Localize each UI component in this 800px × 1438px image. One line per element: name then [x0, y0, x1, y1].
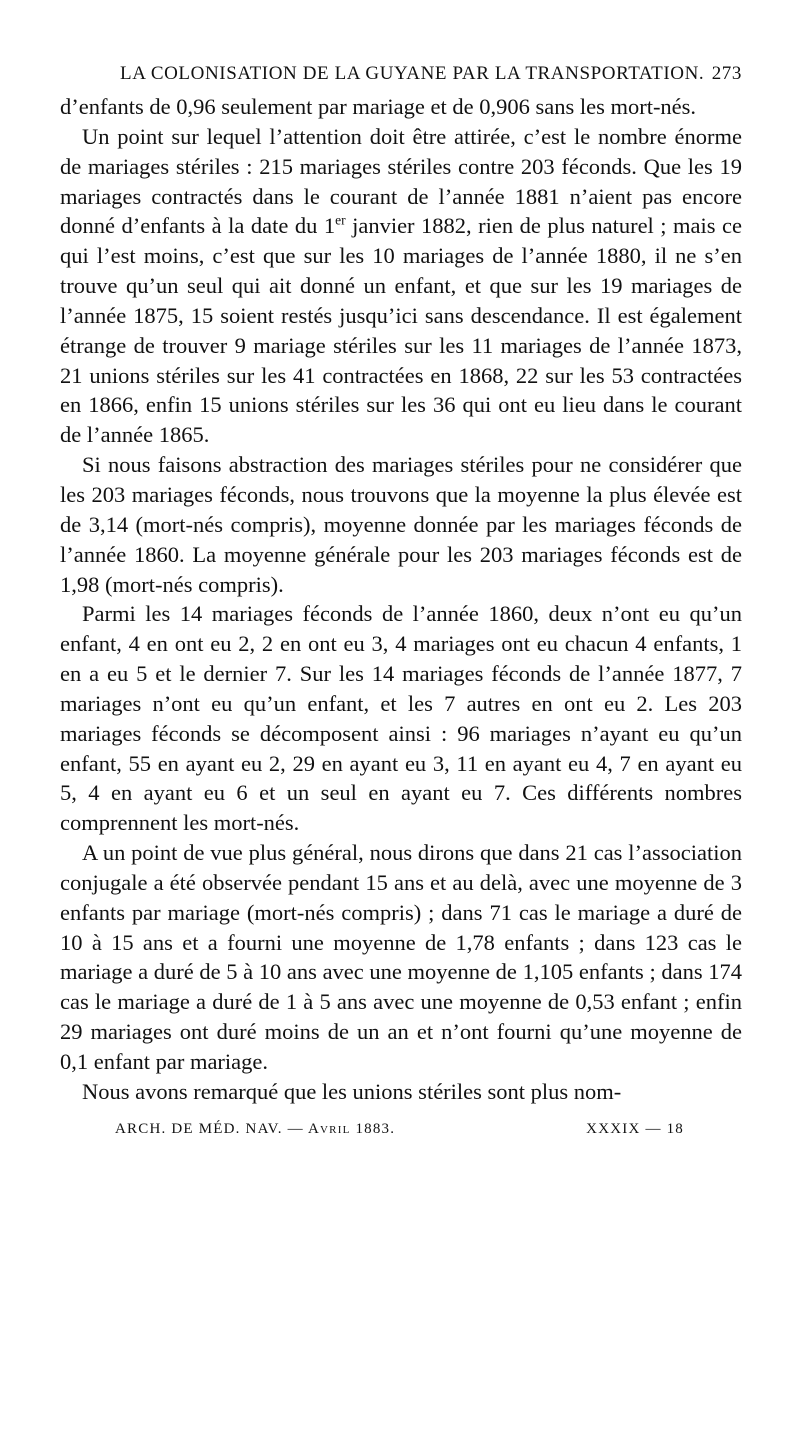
paragraph-text: A un point de vue plus général, nous dirons que dans 21 cas l’association conjugale a été observée pendant 15 ans et au delà, avec une moyenne de 3 enfants par mariage (mort-nés compris) ; dans 71 cas le mariage a duré de 10 à 15 ans et a fourni une moyenne de 1,78 enfants ; dans 123 cas le mariage a duré de 5 à 10 ans avec une moyenne de 1,105 enfants ; dans 174 cas le mariage a duré de 1 à 5 ans avec une moyenne de 0,53 enfant ; enfin 29 mariages ont duré moins de un an et n’ont fourni qu’une moyenne de 0,1 enfant par mariage. — [60, 840, 742, 1074]
paragraph-text: janvier 1882, rien de plus naturel ; mais ce qui l’est moins, c’est que sur les 10 mariages de l’année 1880, il ne s’en trouve qu’un seul qui ait donné un enfant, et que sur les 19 mariages de l’année 1875, 15 soient restés jusqu’ici sans descendance. Il est également étrange de trouver 9 mariage stériles sur les 11 mariages de l’année 1873, 21 unions stériles sur les 41 contractées en 1868, 22 sur les 53 contractées en 1866, enfin 15 unions stériles sur les 36 qui ont eu lieu dans le courant de l’année 1865. — [60, 213, 742, 448]
page-number: 273 — [711, 63, 742, 84]
paragraph — [60, 1077, 742, 1107]
paragraph-text: Parmi les 14 mariages féconds de l’année 1860, deux n’ont eu qu’un enfant, 4 en ont eu 2, 2 en ont eu 3, 4 mariages ont eu chacun 4 enfants, 1 en a eu 5 et le dernier 7. Sur les 14 mariages féconds de l’année 1877, 7 mariages n’ont eu qu’un enfant, et les 7 autres en ont eu 2. Les 203 mariages féconds se décomposent ainsi : 96 mariages n’ayant eu qu’un enfant, 55 en ayant eu 2, 29 en ayant eu 3, 11 en ayant eu 4, 7 en ayant eu 5, 4 en ayant eu 6 et un seul en ayant eu 7. Ces différents nombres comprennent les mort-nés. — [60, 601, 742, 836]
paragraph-text: Un point sur lequel l’attention doit être attirée, c’est le nombre énorme de mariages stériles : 215 mariages stériles contre 203 féconds. Que les 19 mariages contractés dans le courant de l’année 1881 n’aient pas encore donné d’enfants à la date du 1 — [60, 123, 742, 239]
paragraph — [60, 838, 742, 1077]
journal-reference: ARCH. DE MÉD. NAV. — Avril 1883. — [115, 1120, 396, 1137]
paragraph-text: Si nous faisons abstraction des mariages stériles pour ne considérer que les 203 mariages féconds, nous trouvons que la moyenne la plus élevée est de 3,14 (mort-nés compris), moyenne donnée par les mariages féconds de l’année 1860. La moyenne générale pour les 203 mariages féconds est de 1,98 (mort-nés compris). — [60, 452, 742, 597]
running-title: LA COLONISATION DE LA GUYANE PAR LA TRANSPORTATION. — [120, 63, 705, 84]
superscript: er — [335, 212, 346, 228]
page-header — [120, 56, 742, 92]
paragraph — [60, 122, 742, 450]
page-footer — [60, 1121, 742, 1138]
book-page — [60, 56, 742, 1138]
paragraph — [60, 599, 742, 838]
signature-mark: XXXIX — 18 — [586, 1120, 684, 1137]
paragraph — [60, 92, 742, 122]
body-text — [60, 92, 742, 1107]
paragraph — [60, 450, 742, 599]
paragraph-text: Nous avons remarqué que les unions stériles sont plus nom- — [82, 1078, 622, 1104]
paragraph-text: d’enfants de 0,96 seulement par mariage et de 0,906 sans les mort-nés. — [60, 94, 697, 119]
